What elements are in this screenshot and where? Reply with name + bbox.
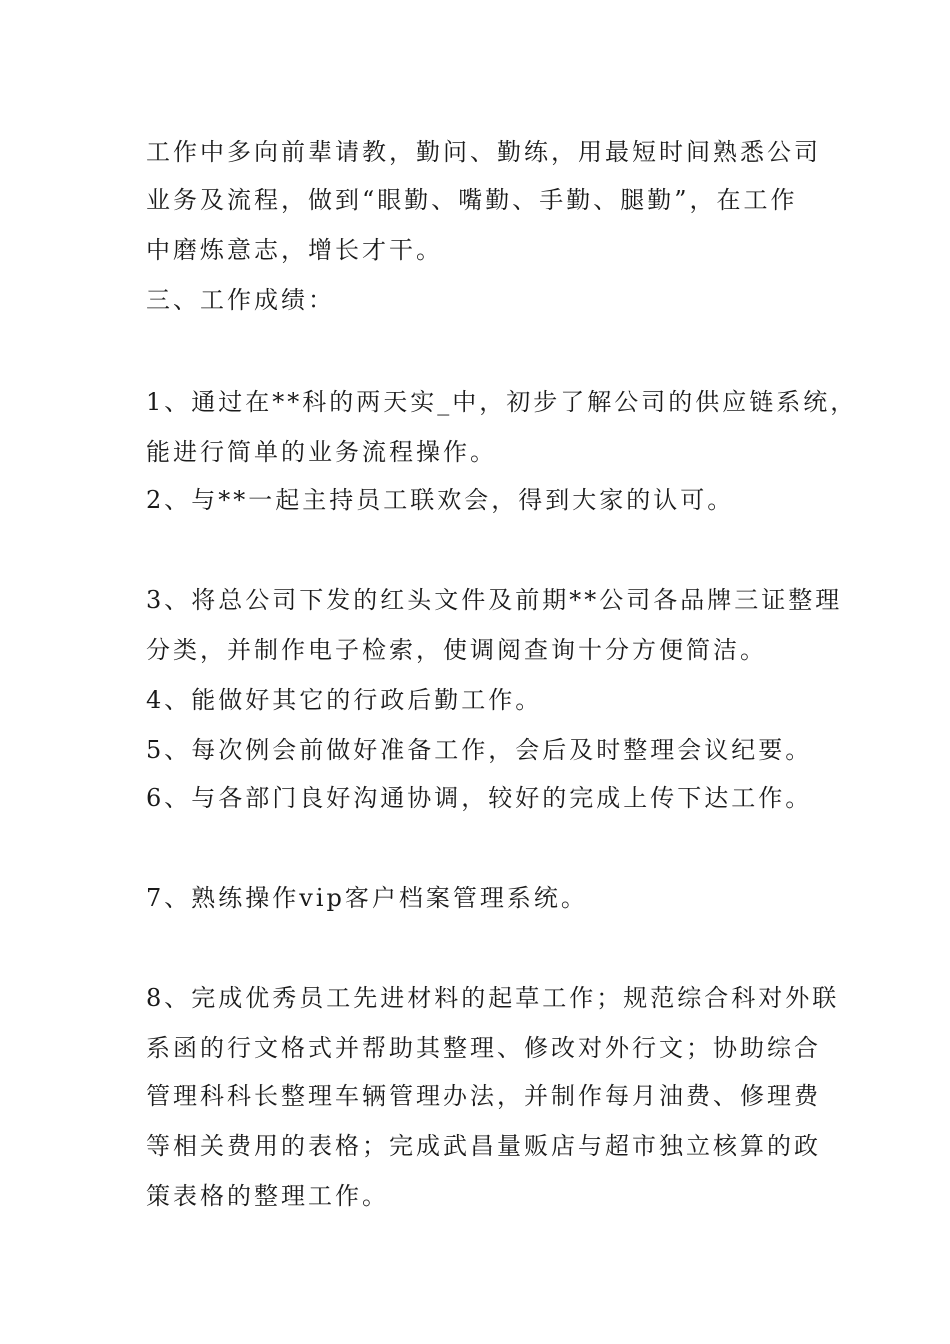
item-8-line-2: 系函的行文格式并帮助其整理、修改对外行文；协助综合 bbox=[146, 1034, 821, 1062]
item-3-line-2: 分类，并制作电子检索，使调阅查询十分方便简洁。 bbox=[146, 636, 767, 664]
item-2: 2、与**一起主持员工联欢会，得到大家的认可。 bbox=[146, 486, 735, 514]
item-8-line-3: 管理科科长整理车辆管理办法，并制作每月油费、修理费 bbox=[146, 1082, 821, 1110]
item-5: 5、每次例会前做好准备工作，会后及时整理会议纪要。 bbox=[146, 736, 813, 764]
item-6: 6、与各部门良好沟通协调，较好的完成上传下达工作。 bbox=[146, 784, 813, 812]
item-4: 4、能做好其它的行政后勤工作。 bbox=[146, 686, 543, 714]
item-3-line-1: 3、将总公司下发的红头文件及前期**公司各品牌三证整理 bbox=[146, 586, 843, 614]
item-8-line-5: 策表格的整理工作。 bbox=[146, 1182, 389, 1210]
paragraph-line-1: 工作中多向前辈请教，勤问、勤练，用最短时间熟悉公司 bbox=[146, 138, 821, 166]
item-1-line-1: 1、通过在**科的两天实_中，初步了解公司的供应链系统， bbox=[146, 388, 858, 416]
paragraph-line-3: 中磨炼意志，增长才干。 bbox=[146, 236, 443, 264]
item-7: 7、熟练操作vip客户档案管理系统。 bbox=[146, 884, 588, 912]
item-1-line-2: 能进行简单的业务流程操作。 bbox=[146, 438, 497, 466]
paragraph-line-2: 业务及流程，做到“眼勤、嘴勤、手勤、腿勤”，在工作 bbox=[146, 186, 798, 214]
section-heading: 三、工作成绩： bbox=[146, 286, 335, 314]
item-8-line-1: 8、完成优秀员工先进材料的起草工作；规范综合科对外联 bbox=[146, 984, 840, 1012]
item-8-line-4: 等相关费用的表格；完成武昌量贩店与超市独立核算的政 bbox=[146, 1132, 821, 1160]
